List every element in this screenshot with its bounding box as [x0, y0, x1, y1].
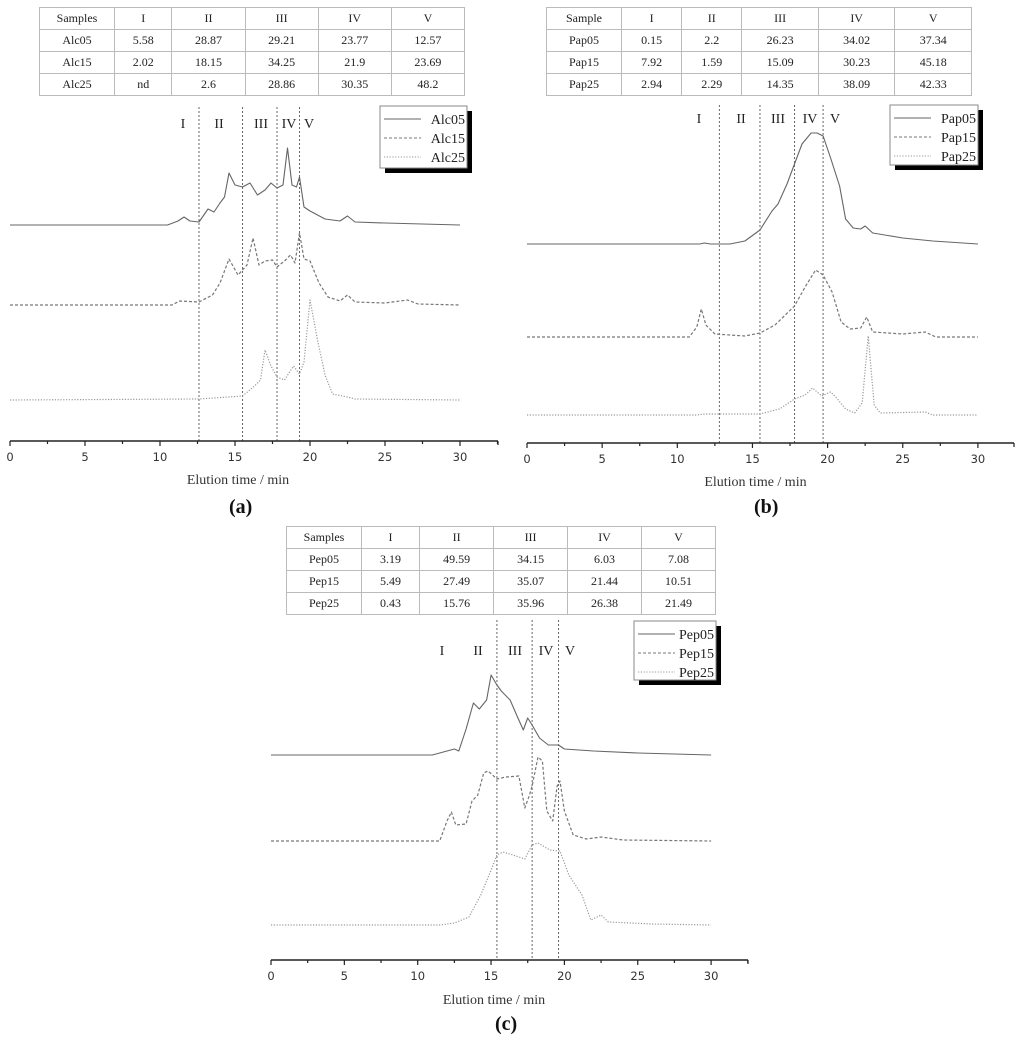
- fraction-value-cell: 23.77: [318, 30, 391, 52]
- sample-name-cell: Pap15: [547, 52, 622, 74]
- sample-name-cell: Pap25: [547, 74, 622, 96]
- fraction-value-cell: 14.35: [742, 74, 819, 96]
- fraction-value-cell: 7.92: [622, 52, 682, 74]
- table-header-cell: III: [494, 527, 568, 549]
- table-header-cell: V: [642, 527, 716, 549]
- panel-c: [0, 520, 1024, 1046]
- table-header-cell: I: [115, 8, 172, 30]
- x-tick-label: 25: [630, 969, 646, 983]
- x-tick-label: 5: [340, 969, 349, 983]
- region-label: V: [303, 117, 315, 132]
- fraction-value-cell: 12.57: [391, 30, 464, 52]
- panel-label-b: (b): [754, 496, 779, 518]
- x-tick-label: 10: [410, 969, 426, 983]
- fraction-value-cell: 30.23: [818, 52, 895, 74]
- sample-name-cell: Alc05: [40, 30, 115, 52]
- sample-name-cell: Pap05: [547, 30, 622, 52]
- region-label: IV: [281, 117, 297, 132]
- table-header-cell: II: [420, 527, 494, 549]
- legend-label: Pep05: [679, 628, 714, 643]
- legend-label: Pap05: [941, 112, 976, 127]
- legend-label: Pap25: [941, 150, 976, 165]
- table-header-cell: Sample: [547, 8, 622, 30]
- fraction-value-cell: 35.07: [494, 571, 568, 593]
- region-label: II: [736, 112, 746, 127]
- chromatogram-a: [0, 0, 512, 520]
- fraction-value-cell: 6.03: [568, 549, 642, 571]
- x-tick-label: 10: [152, 450, 168, 464]
- fraction-value-cell: nd: [115, 74, 172, 96]
- fraction-value-cell: 26.38: [568, 593, 642, 615]
- x-tick-label: 0: [267, 969, 275, 983]
- fraction-value-cell: 23.69: [391, 52, 464, 74]
- series-line-pap25: [527, 336, 978, 415]
- fraction-value-cell: 2.02: [115, 52, 172, 74]
- sample-name-cell: Pep15: [287, 571, 362, 593]
- fraction-value-cell: 7.08: [642, 549, 716, 571]
- x-tick-label: 20: [302, 450, 318, 464]
- x-tick-label: 15: [745, 452, 760, 466]
- table-header-cell: III: [245, 8, 318, 30]
- fraction-value-cell: 15.76: [420, 593, 494, 615]
- x-axis-title: Elution time / min: [442, 993, 546, 1008]
- x-tick-label: 0: [523, 452, 531, 466]
- region-label: V: [829, 112, 841, 127]
- x-tick-label: 5: [81, 450, 89, 464]
- fraction-value-cell: 42.33: [895, 74, 972, 96]
- chromatogram-c: [0, 520, 1024, 1046]
- fraction-value-cell: 28.86: [245, 74, 318, 96]
- region-label: IV: [538, 644, 554, 659]
- chromatogram-b: [512, 0, 1024, 520]
- fraction-value-cell: 37.34: [895, 30, 972, 52]
- fraction-value-cell: 38.09: [818, 74, 895, 96]
- table-header-cell: V: [391, 8, 464, 30]
- region-label: I: [180, 117, 186, 132]
- fraction-value-cell: 34.15: [494, 549, 568, 571]
- fraction-value-cell: 27.49: [420, 571, 494, 593]
- legend-label: Alc25: [430, 151, 465, 166]
- region-label: II: [473, 644, 483, 659]
- fraction-value-cell: 2.94: [622, 74, 682, 96]
- series-line-alc15: [10, 233, 460, 305]
- x-tick-label: 10: [669, 452, 685, 466]
- region-label: III: [254, 117, 268, 132]
- x-tick-label: 30: [703, 969, 719, 983]
- fraction-value-cell: 15.09: [742, 52, 819, 74]
- legend-label: Pep15: [679, 647, 714, 662]
- x-tick-label: 5: [598, 452, 606, 466]
- region-label: IV: [802, 112, 818, 127]
- table-header-cell: I: [362, 527, 420, 549]
- panel-label-a: (a): [229, 496, 253, 518]
- legend-label: Pep25: [679, 666, 714, 681]
- x-axis-title: Elution time / min: [704, 475, 807, 490]
- series-line-pep15: [271, 757, 711, 841]
- legend-label: Alc15: [430, 132, 465, 147]
- x-tick-label: 25: [895, 452, 911, 466]
- fraction-value-cell: 2.2: [682, 30, 742, 52]
- fraction-value-cell: 21.44: [568, 571, 642, 593]
- fraction-value-cell: 21.9: [318, 52, 391, 74]
- table-header-cell: II: [172, 8, 245, 30]
- region-label: II: [214, 117, 224, 132]
- region-label: I: [439, 644, 445, 659]
- series-line-pep25: [271, 843, 711, 925]
- x-tick-label: 20: [557, 969, 572, 983]
- fraction-value-cell: 0.15: [622, 30, 682, 52]
- table-header-cell: II: [682, 8, 742, 30]
- fraction-value-cell: 10.51: [642, 571, 716, 593]
- sample-name-cell: Pep25: [287, 593, 362, 615]
- table-header-cell: IV: [318, 8, 391, 30]
- fraction-value-cell: 45.18: [895, 52, 972, 74]
- fraction-value-cell: 3.19: [362, 549, 420, 571]
- panel-b: [512, 0, 1024, 520]
- panel-label-c: (c): [495, 1013, 518, 1035]
- fraction-value-cell: 30.35: [318, 74, 391, 96]
- fraction-value-cell: 0.43: [362, 593, 420, 615]
- x-tick-label: 30: [970, 452, 986, 466]
- legend-label: Alc05: [430, 113, 465, 128]
- x-tick-label: 0: [6, 450, 14, 464]
- x-axis-title: Elution time / min: [186, 473, 290, 488]
- x-tick-label: 30: [452, 450, 468, 464]
- fraction-value-cell: 21.49: [642, 593, 716, 615]
- table-header-cell: IV: [818, 8, 895, 30]
- fraction-value-cell: 29.21: [245, 30, 318, 52]
- fraction-value-cell: 26.23: [742, 30, 819, 52]
- fraction-value-cell: 2.29: [682, 74, 742, 96]
- table-header-cell: Samples: [287, 527, 362, 549]
- table-header-cell: IV: [568, 527, 642, 549]
- sample-name-cell: Alc25: [40, 74, 115, 96]
- region-label: V: [564, 644, 576, 659]
- region-label: III: [508, 644, 522, 659]
- fraction-value-cell: 49.59: [420, 549, 494, 571]
- table-header-cell: Samples: [40, 8, 115, 30]
- fraction-value-cell: 34.25: [245, 52, 318, 74]
- x-tick-label: 25: [377, 450, 393, 464]
- fraction-value-cell: 2.6: [172, 74, 245, 96]
- legend-label: Pap15: [941, 131, 976, 146]
- fraction-value-cell: 48.2: [391, 74, 464, 96]
- fraction-value-cell: 34.02: [818, 30, 895, 52]
- table-header-cell: III: [742, 8, 819, 30]
- fraction-value-cell: 28.87: [172, 30, 245, 52]
- fraction-value-cell: 1.59: [682, 52, 742, 74]
- series-line-pap15: [527, 270, 978, 337]
- x-tick-label: 15: [483, 969, 499, 983]
- sample-name-cell: Alc15: [40, 52, 115, 74]
- region-label: I: [696, 112, 702, 127]
- table-header-cell: V: [895, 8, 972, 30]
- series-line-pep05: [271, 675, 711, 755]
- series-line-alc25: [10, 300, 460, 400]
- fraction-value-cell: 5.49: [362, 571, 420, 593]
- region-label: III: [771, 112, 785, 127]
- sample-name-cell: Pep05: [287, 549, 362, 571]
- x-tick-label: 20: [820, 452, 835, 466]
- fraction-value-cell: 18.15: [172, 52, 245, 74]
- fraction-value-cell: 5.58: [115, 30, 172, 52]
- x-tick-label: 15: [227, 450, 243, 464]
- table-header-cell: I: [622, 8, 682, 30]
- fraction-value-cell: 35.96: [494, 593, 568, 615]
- panel-a: [0, 0, 512, 520]
